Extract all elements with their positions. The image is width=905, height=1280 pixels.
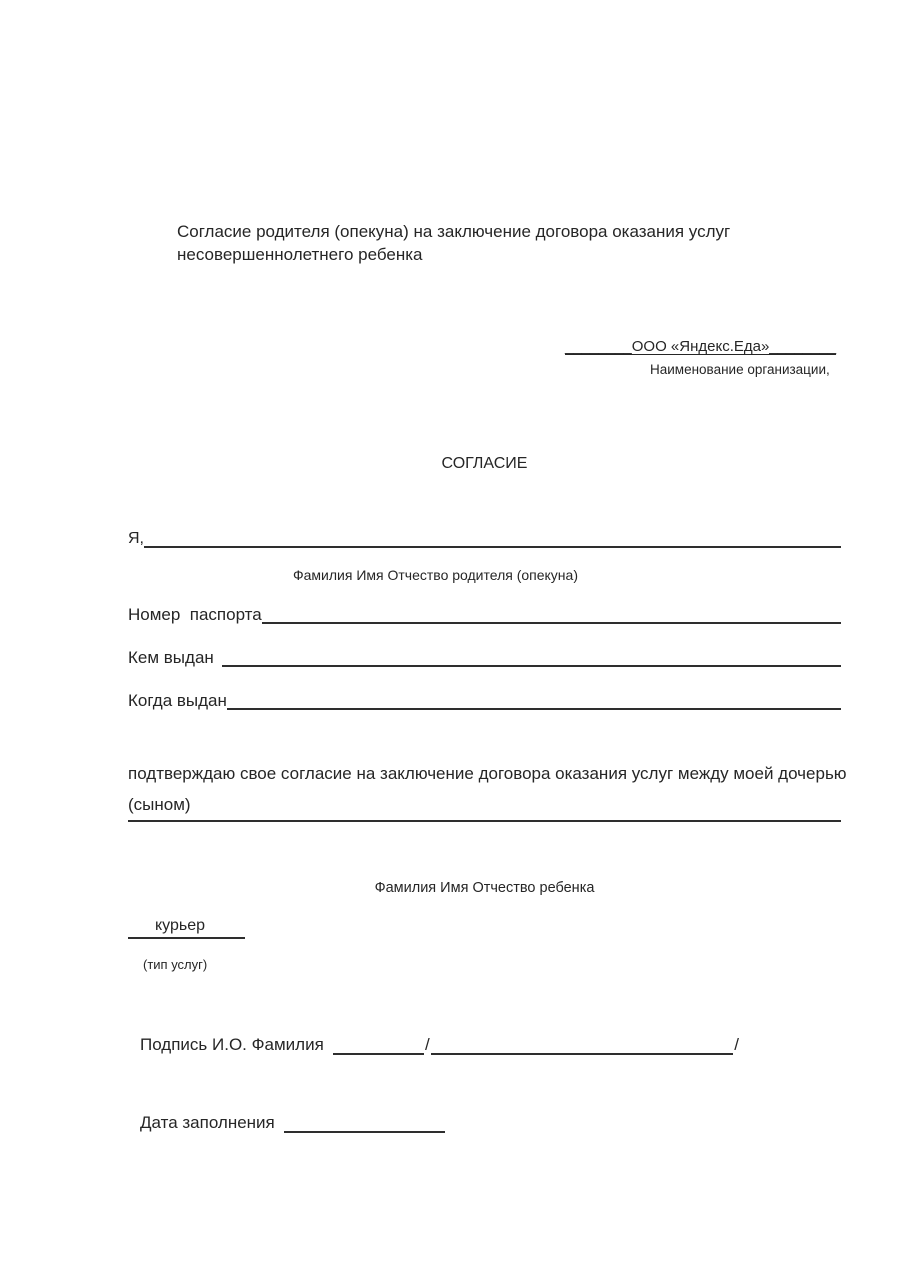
fill-date-row: [140, 1112, 445, 1134]
issued-date-blank: [227, 692, 841, 710]
issued-by-row: [128, 645, 841, 668]
declarant-name-blank: [144, 530, 841, 548]
issued-date-row: [128, 688, 841, 711]
consent-heading: СОГЛАСИЕ: [441, 455, 528, 472]
passport-number-blank: [262, 606, 841, 624]
issued-by-blank: [222, 649, 841, 667]
child-name-blank: [128, 820, 841, 822]
service-type-value: курьер: [128, 917, 245, 939]
passport-fields: [128, 602, 841, 731]
service-type-caption: (тип услуг): [143, 957, 208, 972]
passport-number-row: [128, 602, 841, 625]
signature-blank: [333, 1037, 424, 1055]
confirmation-text: подтверждаю свое согласие на заключение договора оказания услуг между моей дочерью (сыном): [128, 764, 847, 814]
document-title: Согласие родителя (опекуна) на заключение договора оказания услуг несовершеннолетнего ребенка: [177, 222, 731, 264]
fill-date-blank: [284, 1115, 445, 1133]
fill-date-label: Дата заполнения: [140, 1113, 275, 1132]
signature-separator: /: [424, 1035, 430, 1054]
signature-separator-end: /: [734, 1035, 739, 1054]
child-name-caption: Фамилия Имя Отчество ребенка: [374, 880, 595, 896]
organization-name-line: ________ООО «Яндекс.Еда»________: [565, 338, 837, 355]
issued-by-label: Кем выдан: [128, 648, 214, 667]
signature-fullname-blank: [431, 1037, 734, 1055]
issued-date-label: Когда выдан: [128, 691, 227, 710]
declarant-row: [128, 528, 841, 549]
organization-caption: Наименование организации,: [650, 362, 830, 377]
signature-row: [140, 1034, 740, 1056]
declarant-label: Я,: [128, 530, 144, 547]
parent-name-caption: Фамилия Имя Отчество родителя (опекуна): [293, 567, 578, 583]
signature-label: Подпись И.О. Фамилия: [140, 1035, 324, 1054]
passport-number-label: Номер паспорта: [128, 605, 262, 624]
